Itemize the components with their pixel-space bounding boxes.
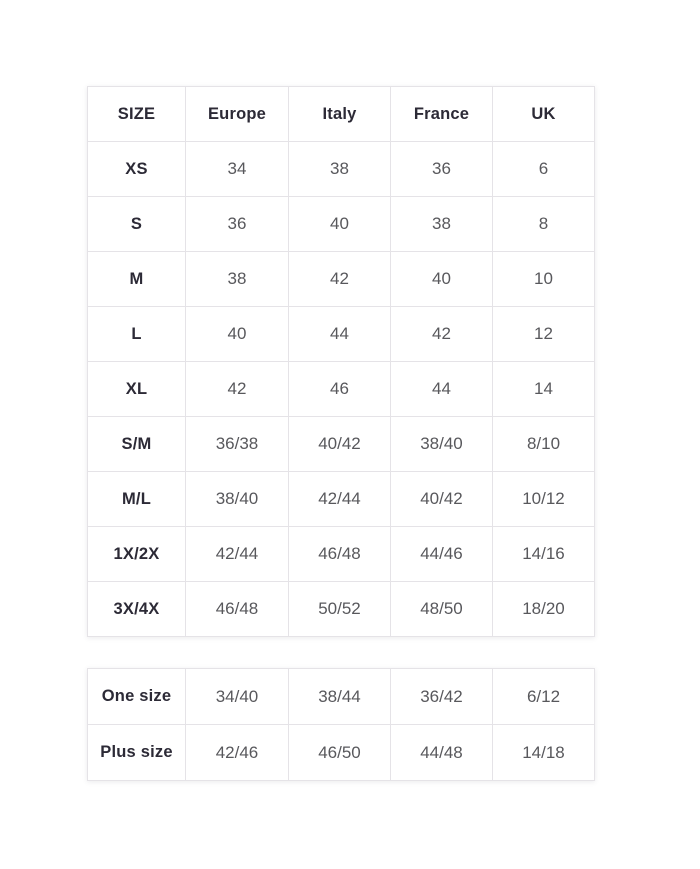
- size-cell: 50/52: [289, 582, 391, 637]
- row-label: 3X/4X: [88, 582, 186, 637]
- size-cell: 40/42: [289, 417, 391, 472]
- row-label: XL: [88, 362, 186, 417]
- header-cell-uk: UK: [493, 87, 595, 142]
- header-cell-france: France: [391, 87, 493, 142]
- size-cell: 42/44: [186, 527, 289, 582]
- size-cell: 44: [289, 307, 391, 362]
- size-cell: 14/18: [493, 725, 595, 781]
- size-cell: 46: [289, 362, 391, 417]
- size-cell: 12: [493, 307, 595, 362]
- row-label: M: [88, 252, 186, 307]
- row-label: XS: [88, 142, 186, 197]
- size-cell: 36/42: [391, 669, 493, 725]
- size-cell: 38: [391, 197, 493, 252]
- size-cell: 38/40: [391, 417, 493, 472]
- table-row-m-l: [88, 472, 595, 527]
- size-conversion-table-main: [87, 86, 595, 637]
- size-cell: 46/48: [186, 582, 289, 637]
- size-cell: 42/46: [186, 725, 289, 781]
- header-cell-europe: Europe: [186, 87, 289, 142]
- size-cell: 40: [289, 197, 391, 252]
- size-cell: 40: [391, 252, 493, 307]
- table-gap: [87, 637, 594, 668]
- size-cell: 34: [186, 142, 289, 197]
- size-cell: 14: [493, 362, 595, 417]
- table-row-plus-size: [88, 725, 595, 781]
- size-cell: 42: [186, 362, 289, 417]
- size-cell: 44/46: [391, 527, 493, 582]
- size-cell: 36/38: [186, 417, 289, 472]
- header-row: [88, 87, 595, 142]
- size-cell: 40/42: [391, 472, 493, 527]
- size-cell: 36: [391, 142, 493, 197]
- header-cell-italy: Italy: [289, 87, 391, 142]
- table-row-one-size: [88, 669, 595, 725]
- size-cell: 48/50: [391, 582, 493, 637]
- table-row-s-m: [88, 417, 595, 472]
- row-label: M/L: [88, 472, 186, 527]
- size-cell: 10: [493, 252, 595, 307]
- size-cell: 40: [186, 307, 289, 362]
- size-cell: 6: [493, 142, 595, 197]
- row-label: 1X/2X: [88, 527, 186, 582]
- row-label: S: [88, 197, 186, 252]
- table-row-xl: [88, 362, 595, 417]
- size-cell: 6/12: [493, 669, 595, 725]
- table-row-1x-2x: [88, 527, 595, 582]
- table-row-m: [88, 252, 595, 307]
- size-cell: 10/12: [493, 472, 595, 527]
- row-label: One size: [88, 669, 186, 725]
- size-cell: 14/16: [493, 527, 595, 582]
- size-cell: 8: [493, 197, 595, 252]
- size-cell: 44/48: [391, 725, 493, 781]
- row-label: Plus size: [88, 725, 186, 781]
- row-label: L: [88, 307, 186, 362]
- size-conversion-chart: [87, 86, 594, 781]
- table-row-s: [88, 197, 595, 252]
- row-label: S/M: [88, 417, 186, 472]
- size-cell: 42/44: [289, 472, 391, 527]
- table-row-3x-4x: [88, 582, 595, 637]
- size-cell: 36: [186, 197, 289, 252]
- size-conversion-table-onesize: [87, 668, 595, 781]
- size-cell: 38: [289, 142, 391, 197]
- size-cell: 34/40: [186, 669, 289, 725]
- size-cell: 44: [391, 362, 493, 417]
- header-cell-size: SIZE: [88, 87, 186, 142]
- size-cell: 38/44: [289, 669, 391, 725]
- size-cell: 18/20: [493, 582, 595, 637]
- size-cell: 42: [391, 307, 493, 362]
- size-cell: 42: [289, 252, 391, 307]
- size-cell: 38: [186, 252, 289, 307]
- size-cell: 46/48: [289, 527, 391, 582]
- size-cell: 8/10: [493, 417, 595, 472]
- size-cell: 38/40: [186, 472, 289, 527]
- table-row-xs: [88, 142, 595, 197]
- table-row-l: [88, 307, 595, 362]
- size-cell: 46/50: [289, 725, 391, 781]
